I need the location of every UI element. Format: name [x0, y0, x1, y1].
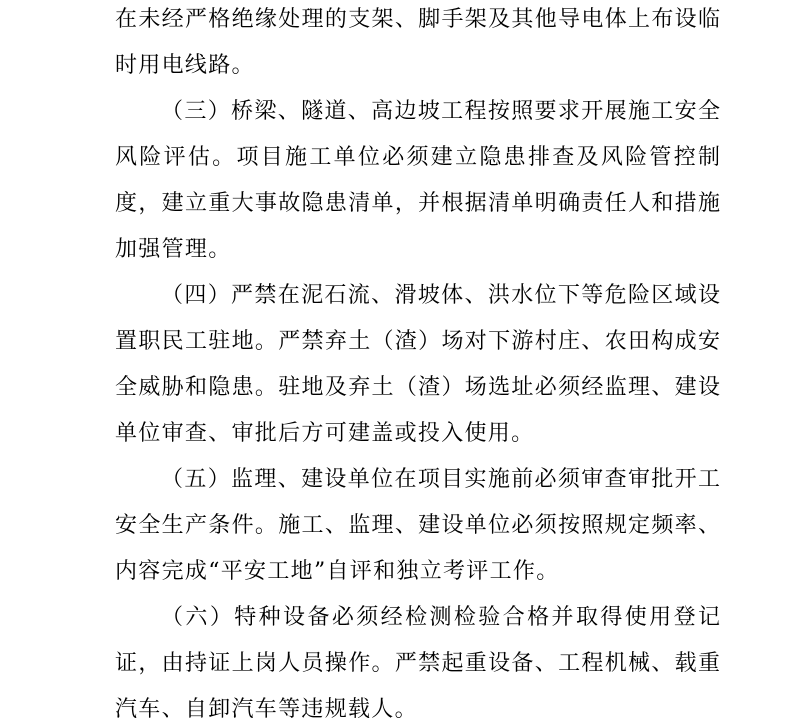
- text-line: （五）监理、建设单位在项目实施前必须审查审批开工: [161, 467, 720, 492]
- text-line: 度，建立重大事故隐患清单，并根据清单明确责任人和措施: [115, 191, 720, 216]
- text-line: 汽车、自卸汽车等违规载人。: [115, 697, 418, 722]
- paragraph-item-5: [115, 465, 720, 587]
- text-line: 置职民工驻地。严禁弃土（渣）场对下游村庄、农田构成安: [115, 329, 720, 354]
- paragraph-continued: [115, 5, 720, 81]
- text-line: （三）桥梁、隧道、高边坡工程按照要求开展施工安全: [161, 99, 720, 124]
- text-line: 安全生产条件。施工、监理、建设单位必须按照规定频率、: [115, 513, 720, 538]
- text-line: 在未经严格绝缘处理的支架、脚手架及其他导电体上布设临: [115, 7, 720, 32]
- text-line: 内容完成“平安工地”自评和独立考评工作。: [115, 559, 560, 584]
- text-line: （六）特种设备必须经检测检验合格并取得使用登记: [161, 605, 720, 630]
- text-line: 全威胁和隐患。驻地及弃土（渣）场选址必须经监理、建设: [115, 375, 720, 400]
- text-line: 风险评估。项目施工单位必须建立隐患排查及风险管控制: [115, 145, 720, 170]
- text-line: 时用电线路。: [115, 53, 255, 78]
- text-line: 单位审查、审批后方可建盖或投入使用。: [115, 421, 535, 446]
- paragraph-item-3: [115, 97, 720, 265]
- text-line: 证，由持证上岗人员操作。严禁起重设备、工程机械、载重: [115, 651, 720, 676]
- document-page: [115, 5, 720, 725]
- paragraph-item-4: [115, 281, 720, 449]
- text-line: 加强管理。: [115, 237, 232, 262]
- paragraph-item-6: [115, 603, 720, 725]
- text-line: （四）严禁在泥石流、滑坡体、洪水位下等危险区域设: [161, 283, 720, 308]
